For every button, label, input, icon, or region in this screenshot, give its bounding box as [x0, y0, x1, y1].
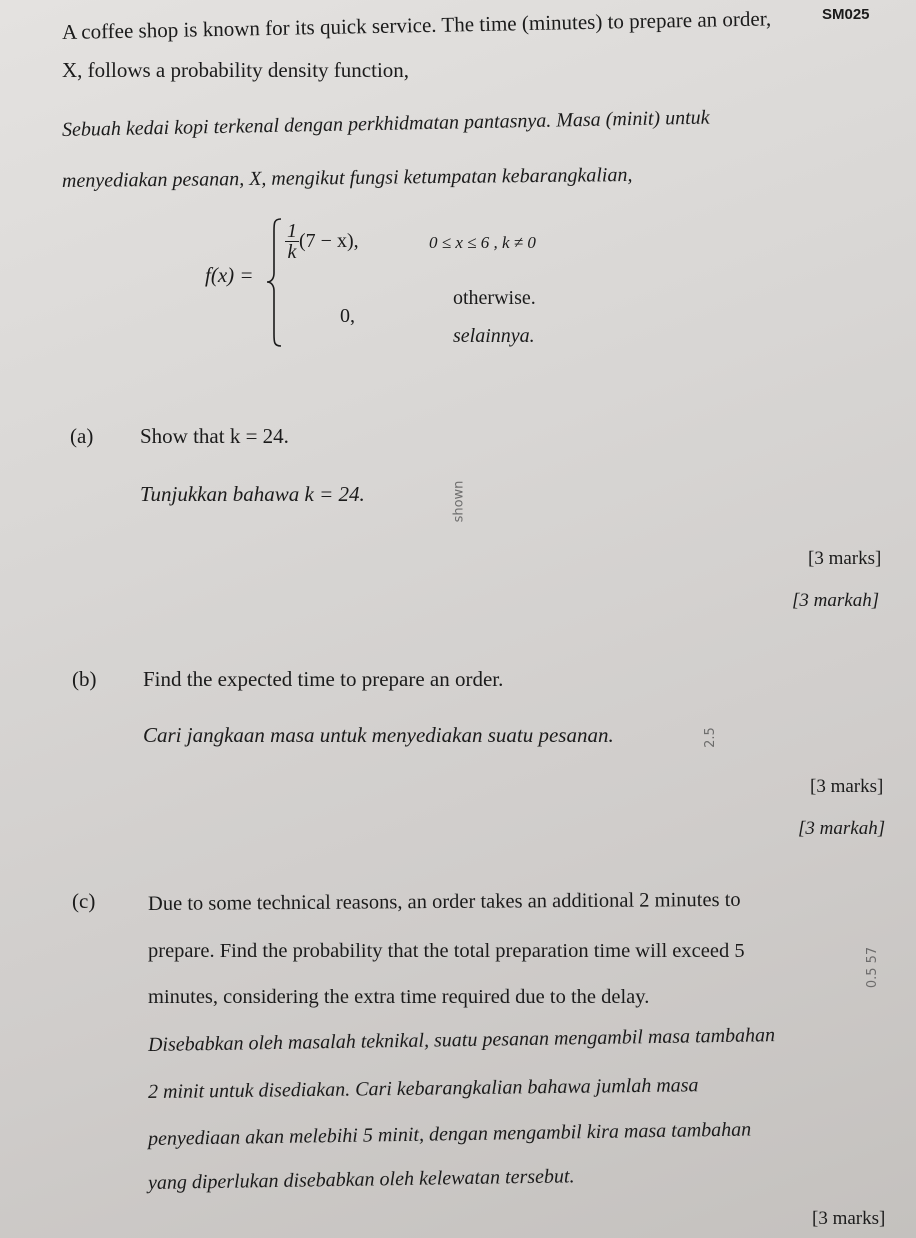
pdf-lhs: f(x) = [205, 263, 254, 287]
pdf-expression: (7 − x), [299, 230, 359, 252]
intro-en-line-1: A coffee shop is known for its quick service. The time (minutes) to prepare an order, [61, 6, 772, 44]
intro-ms-line-1: Sebuah kedai kopi terkenal dengan perkhidmatan pantasnya. Masa (minit) untuk [61, 106, 710, 141]
pdf-condition: 0 ≤ x ≤ 6 , k ≠ 0 [429, 233, 536, 252]
part-c-marks-en: [3 marks] [812, 1208, 886, 1229]
part-a-marks-ms: [3 markah] [792, 590, 880, 611]
part-b-marks-ms: [3 markah] [798, 818, 886, 839]
part-b-label: (b) [72, 667, 97, 691]
part-a-ms: Tunjukkan bahawa k = 24. [140, 482, 365, 506]
pdf-definition [205, 215, 625, 350]
pdf-fraction [285, 221, 299, 262]
part-b-en: Find the expected time to prepare an order. [143, 667, 504, 691]
pdf-otherwise-ms: selainnya. [453, 325, 535, 347]
part-a-en: Show that k = 24. [140, 424, 289, 448]
part-a-label: (a) [70, 424, 94, 448]
pdf-otherwise-en: otherwise. [453, 287, 536, 309]
fraction-numerator: 1 [287, 220, 297, 242]
part-a-marks-en: [3 marks] [808, 548, 882, 569]
part-b-ms: Cari jangkaan masa untuk menyediakan suatu pesanan. [143, 723, 614, 747]
part-c-ms-line-2: 2 minit untuk disediakan. Cari kebarangkalian bahawa jumlah masa [147, 1074, 699, 1103]
handwritten-note-c: 0.5 57 [865, 946, 881, 989]
part-c-ms-line-4: yang diperlukan disebabkan oleh kelewatan tersebut. [147, 1165, 575, 1194]
fraction-denominator: k [287, 241, 297, 263]
pdf-zero: 0, [340, 305, 355, 327]
handwritten-note-b: 2.5 [702, 727, 718, 748]
part-c-en-line-3: minutes, considering the extra time required due to the delay. [148, 986, 650, 1008]
left-brace [265, 215, 285, 350]
intro-ms-line-2: menyediakan pesanan, X, mengikut fungsi ketumpatan kebarangkalian, [61, 164, 633, 192]
part-b-marks-en: [3 marks] [810, 776, 884, 797]
part-c-en-line-2: prepare. Find the probability that the total preparation time will exceed 5 [148, 940, 745, 962]
part-c-ms-line-3: penyediaan akan melebihi 5 minit, dengan mengambil kira masa tambahan [147, 1118, 752, 1150]
part-c-ms-line-1: Disebabkan oleh masalah teknikal, suatu pesanan mengambil masa tambahan [147, 1024, 776, 1056]
document-code: SM025 [822, 6, 870, 23]
part-c-en-line-1: Due to some technical reasons, an order takes an additional 2 minutes to [147, 888, 741, 915]
intro-en-line-2: X, follows a probability density function, [62, 58, 410, 82]
handwritten-note-a: shown [451, 480, 467, 523]
part-c-label: (c) [72, 889, 96, 913]
